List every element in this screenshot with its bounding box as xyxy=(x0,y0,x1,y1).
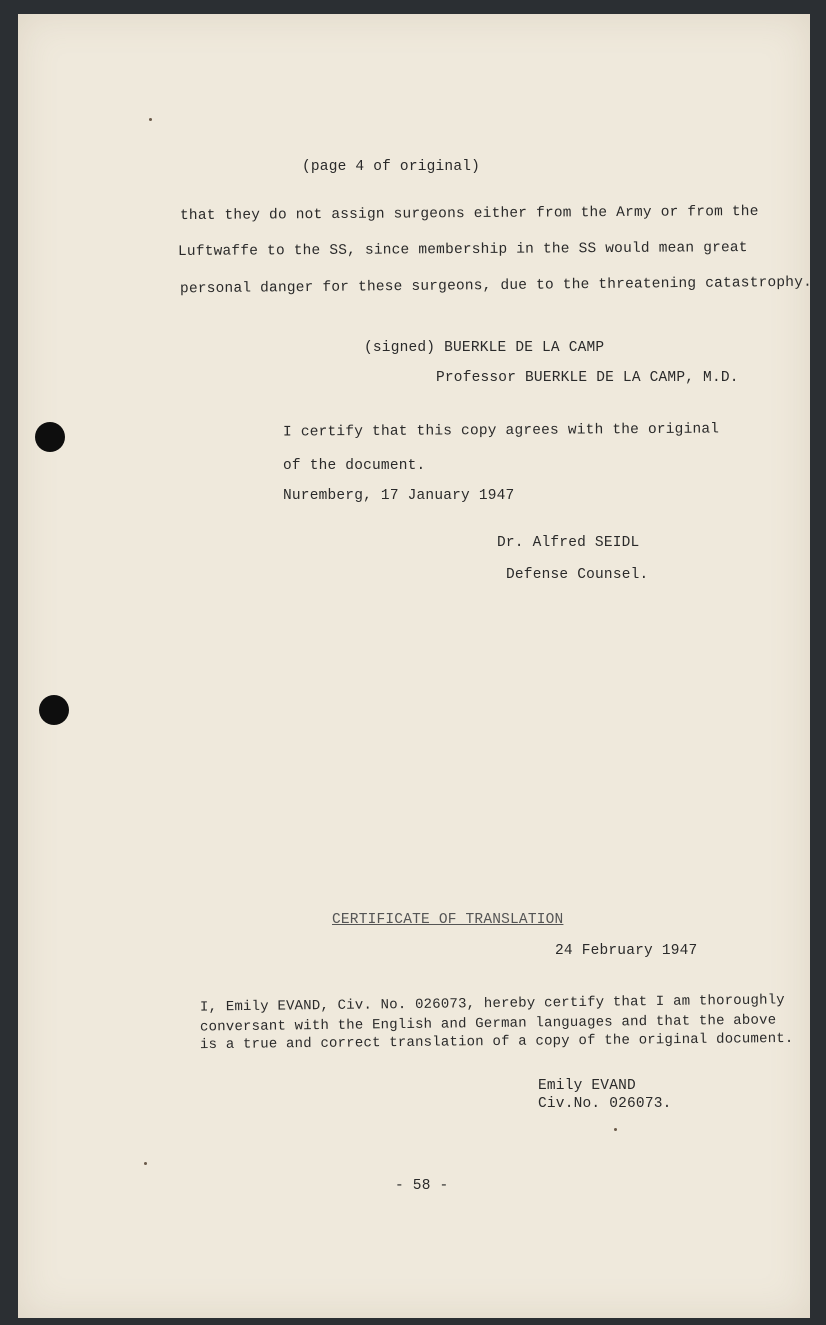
speck-mark xyxy=(144,1162,147,1165)
translator-name: Emily EVAND xyxy=(538,1078,636,1094)
page-number: - 58 - xyxy=(395,1178,449,1194)
certificate-date: 24 February 1947 xyxy=(555,943,698,959)
counsel-title: Defense Counsel. xyxy=(506,567,649,583)
translator-civ-number: Civ.No. 026073. xyxy=(538,1096,672,1112)
signed-title: Professor BUERKLE DE LA CAMP, M.D. xyxy=(436,370,739,386)
body-line-2: Luftwaffe to the SS, since membership in the SS would mean great xyxy=(177,240,748,260)
punch-hole-top xyxy=(35,422,65,452)
page-header: (page 4 of original) xyxy=(302,159,481,175)
signed-line: (signed) BUERKLE DE LA CAMP xyxy=(364,340,605,356)
certify-line-2: of the document. xyxy=(283,458,426,474)
certificate-line-1: I, Emily EVAND, Civ. No. 026073, hereby certify that I am thoroughly xyxy=(199,992,785,1016)
place-date: Nuremberg, 17 January 1947 xyxy=(283,488,515,504)
body-line-3: personal danger for these surgeons, due to the threatening catastrophy. xyxy=(179,274,813,298)
punch-hole-bottom xyxy=(39,695,69,725)
certificate-line-2: conversant with the English and German languages and that the above xyxy=(199,1012,777,1036)
speck-mark xyxy=(614,1128,617,1131)
speck-mark xyxy=(149,118,152,121)
document-page xyxy=(18,14,813,1318)
body-line-1: that they do not assign surgeons either from the Army or from the xyxy=(179,203,759,225)
certificate-heading: CERTIFICATE OF TRANSLATION xyxy=(332,912,564,928)
counsel-name: Dr. Alfred SEIDL xyxy=(497,535,640,551)
certificate-line-3: is a true and correct translation of a copy of the original document. xyxy=(199,1030,794,1054)
certify-line-1: I certify that this copy agrees with the original xyxy=(282,421,720,441)
